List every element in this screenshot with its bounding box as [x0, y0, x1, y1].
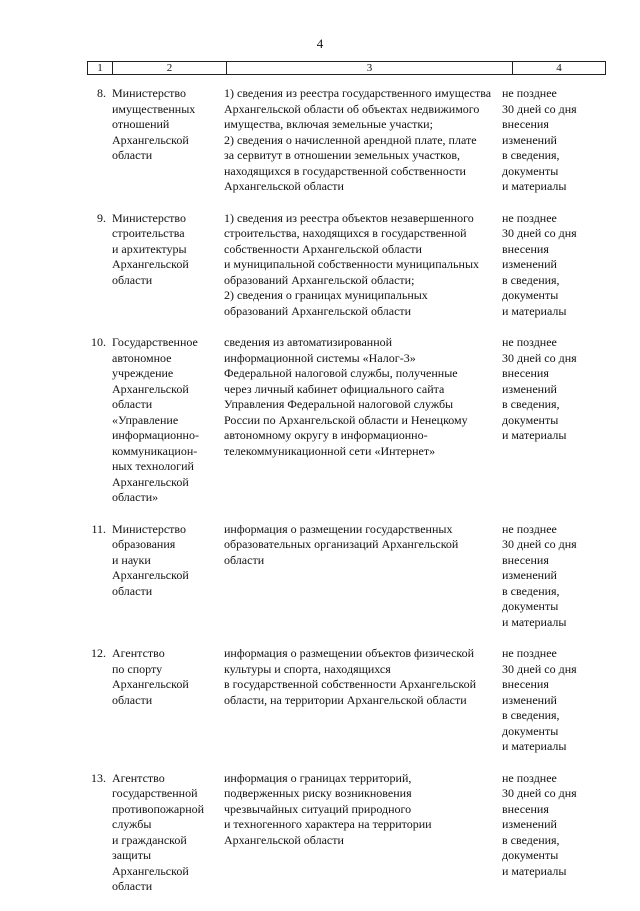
information-line: 1) сведения из реестра государственного имущества — [224, 86, 492, 100]
organization-line: области» — [112, 490, 159, 504]
deadline-line: 30 дней со дня — [502, 786, 577, 800]
deadline-line: не позднее — [502, 521, 557, 536]
deadline-line: внесения — [502, 117, 549, 131]
organization-line: Архангельской — [112, 257, 189, 271]
information-line: через личный кабинет официального сайта — [224, 381, 445, 396]
deadline-line: не позднее — [502, 770, 557, 785]
information-line: строительства, находящихся в государственной — [224, 226, 467, 240]
information-line: 1) сведения из реестра объектов незавершенного — [224, 210, 474, 225]
deadline-line: документы — [502, 848, 559, 862]
deadline-line: изменений — [502, 568, 557, 582]
organization-line: Архангельской — [112, 132, 189, 147]
deadline-line: и материалы — [502, 863, 567, 878]
organization-cell — [112, 211, 224, 320]
information-line: области — [224, 552, 265, 567]
deadline-line: 30 дней со дня — [502, 537, 577, 551]
deadline-line: не позднее — [502, 335, 557, 349]
organization-line: области — [112, 272, 153, 287]
table-body — [0, 86, 640, 911]
deadline-line: не позднее — [502, 86, 557, 100]
organization-line: Архангельской — [112, 568, 189, 582]
organization-line: образования — [112, 537, 176, 551]
organization-line: области — [112, 583, 153, 598]
information-line: имущества, включая земельные участки; — [224, 117, 433, 131]
deadline-line: в сведения, — [502, 708, 560, 722]
deadline-line: внесения — [502, 801, 549, 816]
deadline-line: документы — [502, 163, 559, 178]
deadline-cell — [502, 522, 602, 631]
organization-line: службы — [112, 817, 152, 831]
deadline-line: не позднее — [502, 646, 557, 660]
header-col-2: 2 — [113, 62, 227, 75]
deadline-line: документы — [502, 412, 559, 427]
information-line: в государственной собственности Архангельской — [224, 677, 477, 691]
organization-line: и гражданской — [112, 832, 187, 847]
information-line: информационной системы «Налог-3» — [224, 350, 416, 365]
deadline-line: 30 дней со дня — [502, 101, 577, 116]
header-col-4: 4 — [513, 62, 606, 75]
organization-line: коммуникацион- — [112, 443, 198, 458]
information-line: образовательных организаций Архангельской — [224, 537, 459, 551]
information-line: информация о границах территорий, — [224, 770, 412, 785]
organization-line: Министерство — [112, 210, 186, 225]
deadline-line: изменений — [502, 692, 557, 707]
organization-line: по спорту — [112, 661, 163, 676]
organization-line: ных технологий — [112, 459, 194, 473]
deadline-line: и материалы — [502, 303, 567, 318]
information-line: информация о размещении государственных — [224, 521, 453, 536]
row-number: 10. — [91, 335, 106, 349]
organization-line: и архитектуры — [112, 241, 187, 256]
deadline-line: в сведения, — [502, 832, 560, 847]
information-line: Архангельской области об объектах недвижимого — [224, 101, 480, 116]
deadline-cell — [502, 771, 602, 895]
organization-line: Архангельской — [112, 863, 189, 878]
information-line: чрезвычайных ситуаций природного — [224, 801, 412, 816]
information-line: образований Архангельской области — [224, 303, 412, 318]
information-cell — [224, 646, 502, 755]
page-number: 4 — [316, 36, 324, 51]
deadline-line: не позднее — [502, 210, 557, 225]
organization-line: строительства — [112, 226, 185, 240]
information-cell — [224, 771, 502, 895]
table-row — [0, 86, 640, 195]
deadline-line: в сведения, — [502, 397, 560, 411]
organization-line: информационно- — [112, 428, 199, 442]
deadline-line: изменений — [502, 257, 557, 271]
organization-line: отношений — [112, 117, 170, 131]
header-col-1: 1 — [88, 62, 113, 75]
information-cell — [224, 86, 502, 195]
organization-line: и науки — [112, 552, 151, 567]
table-row — [0, 771, 640, 895]
information-cell — [224, 335, 502, 506]
row-number: 13. — [91, 770, 106, 785]
organization-line: автономное — [112, 350, 172, 365]
row-number: 12. — [91, 646, 106, 660]
deadline-line: 30 дней со дня — [502, 226, 577, 240]
information-cell — [224, 522, 502, 631]
information-line: Архангельской области — [224, 179, 344, 193]
deadline-line: внесения — [502, 366, 549, 380]
deadline-line: внесения — [502, 241, 549, 256]
organization-cell — [112, 86, 224, 195]
organization-line: Агентство — [112, 770, 165, 785]
information-line: культуры и спорта, находящихся — [224, 661, 391, 676]
information-line: подверженных риску возникновения — [224, 786, 412, 800]
information-line: находящихся в государственной собственности — [224, 163, 466, 178]
organization-line: Государственное — [112, 335, 198, 349]
deadline-line: внесения — [502, 552, 549, 567]
information-line: и муниципальной собственности муниципальных — [224, 257, 479, 271]
deadline-line: 30 дней со дня — [502, 350, 577, 365]
deadline-line: изменений — [502, 132, 557, 147]
deadline-cell — [502, 211, 602, 320]
organization-cell — [112, 646, 224, 755]
deadline-line: документы — [502, 288, 559, 302]
organization-line: государственной — [112, 786, 198, 800]
deadline-line: 30 дней со дня — [502, 661, 577, 676]
deadline-cell — [502, 86, 602, 195]
deadline-line: изменений — [502, 817, 557, 831]
information-line: информация о размещении объектов физической — [224, 646, 475, 660]
information-line: России по Архангельской области и Ненецкому — [224, 412, 468, 427]
information-line: Федеральной налоговой службы, полученные — [224, 366, 458, 380]
deadline-line: и материалы — [502, 739, 567, 753]
deadline-line: и материалы — [502, 179, 567, 193]
information-line: телекоммуникационной сети «Интернет» — [224, 443, 436, 458]
organization-line: «Управление — [112, 412, 179, 427]
organization-line: области — [112, 879, 153, 893]
deadline-line: в сведения, — [502, 148, 560, 162]
organization-line: учреждение — [112, 366, 174, 380]
deadline-line: документы — [502, 599, 559, 613]
organization-cell — [112, 771, 224, 895]
organization-line: Министерство — [112, 521, 186, 536]
header-col-3: 3 — [227, 62, 513, 75]
organization-line: Архангельской — [112, 381, 189, 396]
table-row — [0, 335, 640, 506]
deadline-line: в сведения, — [502, 583, 560, 598]
information-line: образований Архангельской области; — [224, 272, 415, 287]
table-row — [0, 522, 640, 631]
organization-line: Агентство — [112, 646, 165, 660]
information-line: сведения из автоматизированной — [224, 335, 393, 349]
deadline-cell — [502, 335, 602, 506]
organization-line: защиты — [112, 848, 152, 862]
deadline-line: и материалы — [502, 614, 567, 629]
organization-line: области — [112, 692, 153, 707]
organization-line: области — [112, 397, 153, 411]
information-line: и техногенного характера на территории — [224, 817, 432, 831]
information-line: автономному округу в информационно- — [224, 428, 428, 442]
information-line: 2) сведения о границах муниципальных — [224, 288, 428, 302]
organization-line: имущественных — [112, 101, 196, 116]
deadline-cell — [502, 646, 602, 755]
information-line: собственности Архангельской области — [224, 241, 422, 256]
organization-cell — [112, 522, 224, 631]
organization-line: Архангельской — [112, 474, 189, 489]
row-number: 11. — [91, 521, 106, 536]
table-row — [0, 646, 640, 755]
information-line: области, на территории Архангельской области — [224, 692, 467, 707]
organization-line: Министерство — [112, 86, 186, 100]
information-line: за сервитут в отношении земельных участков, — [224, 148, 461, 162]
information-line: Архангельской области — [224, 832, 344, 847]
deadline-line: в сведения, — [502, 272, 560, 287]
row-number: 8. — [97, 86, 106, 100]
deadline-line: внесения — [502, 677, 549, 691]
information-line: 2) сведения о начисленной арендной плате, плате — [224, 132, 477, 147]
deadline-line: изменений — [502, 381, 557, 396]
organization-line: Архангельской — [112, 677, 189, 691]
information-line: Управления Федеральной налоговой службы — [224, 397, 454, 411]
column-number-header — [87, 61, 606, 75]
table-row — [0, 211, 640, 320]
row-number: 9. — [97, 210, 106, 225]
deadline-line: и материалы — [502, 428, 567, 442]
organization-line: противопожарной — [112, 801, 205, 816]
information-cell — [224, 211, 502, 320]
organization-line: области — [112, 148, 153, 162]
organization-cell — [112, 335, 224, 506]
deadline-line: документы — [502, 723, 559, 738]
